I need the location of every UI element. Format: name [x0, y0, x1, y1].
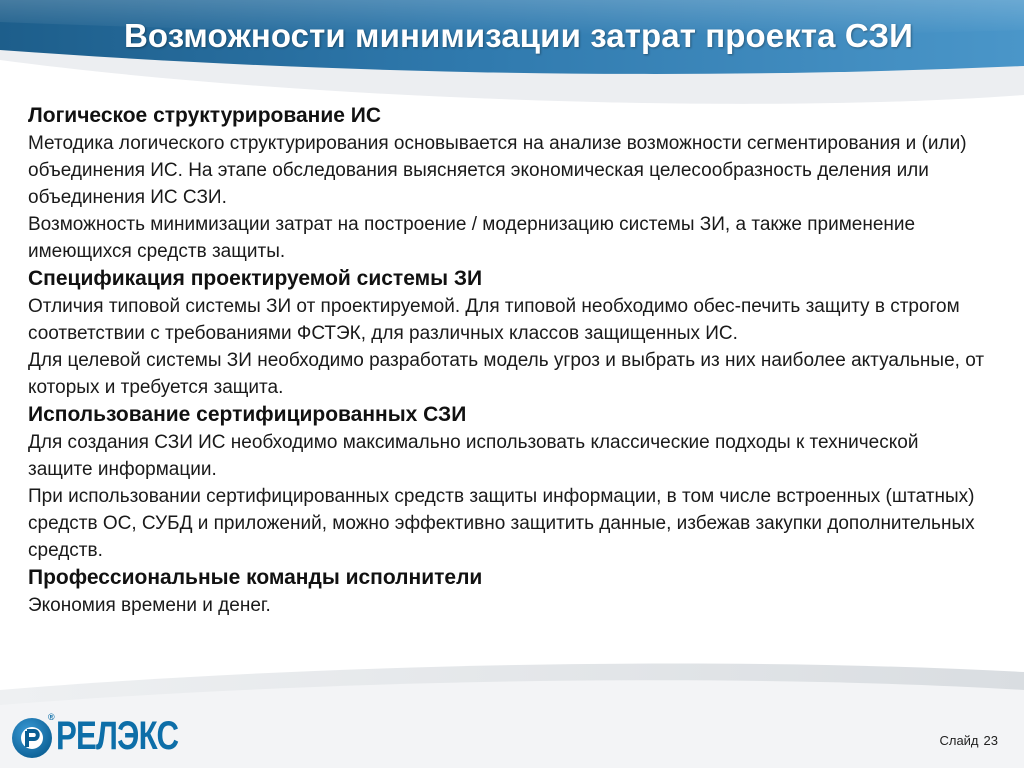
section-paragraph: Для создания СЗИ ИС необходимо максимально использовать классические подходы к технической защите информации. [28, 432, 919, 480]
section-heading: Профессиональные команды исполнители [28, 566, 483, 589]
relex-logo [10, 712, 179, 762]
slide-content [28, 102, 988, 619]
section-paragraph: Методика логического структурирования основывается на анализе возможности сегментирования и (или) объединения ИС. На этапе обследования выясняется экономическая целесообразность деления или объединения ИС СЗИ. [28, 133, 967, 208]
slide-number [939, 733, 998, 748]
logo-text: РЕЛЭКС [56, 714, 179, 758]
section-heading: Спецификация проектируемой системы ЗИ [28, 267, 483, 290]
slide-number-value: 23 [983, 733, 998, 748]
slide-label: Слайд [939, 733, 979, 748]
section-paragraph: При использовании сертифицированных средств защиты информации, в том числе встроенных (штатных) средств ОС, СУБД и приложений, можно эффективно защитить данные, избежав закупки дополнительных средств. [28, 486, 975, 561]
section-paragraph: Экономия времени и денег. [28, 595, 271, 616]
section-certified-tools [28, 401, 988, 564]
slide-title: Возможности минимизации затрат проекта СЗИ [124, 17, 913, 54]
section-heading: Логическое структурирование ИС [28, 104, 382, 127]
section-logical-structuring [28, 102, 988, 265]
section-paragraph: Отличия типовой системы ЗИ от проектируемой. Для типовой необходимо обес-печить защиту в строгом соответствии с требованиями ФСТЭК, для различных классов защищенных ИС. [28, 296, 960, 344]
registered-mark: ® [48, 712, 55, 722]
section-system-specification [28, 265, 988, 401]
section-professional-teams [28, 564, 988, 619]
section-paragraph: Возможность минимизации затрат на построение / модернизацию системы ЗИ, а также применение имеющихся средств защиты. [28, 214, 916, 262]
section-heading: Использование сертифицированных СЗИ [28, 403, 467, 426]
section-paragraph: Для целевой системы ЗИ необходимо разработать модель угроз и выбрать из них наиболее актуальные, от которых и требуется защита. [28, 350, 985, 398]
